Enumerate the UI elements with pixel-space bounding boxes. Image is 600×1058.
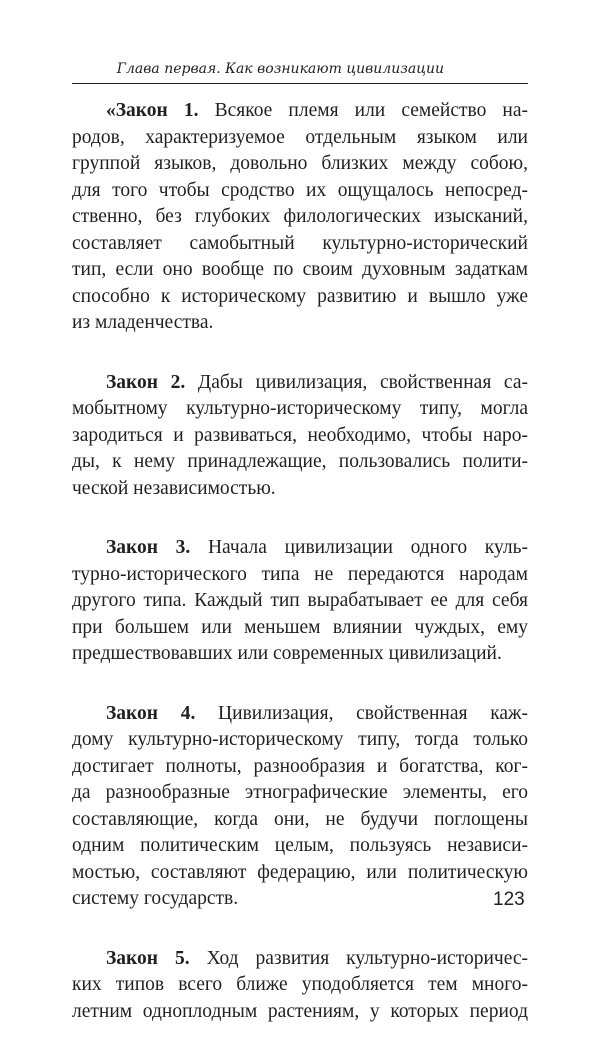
text-line: мобытному культурно-историческому типу, могла	[72, 398, 528, 419]
text-line: составляет самобытный культурно-исторический	[72, 232, 528, 254]
text-line: Закон 3. Начала цивилизации одного куль-	[106, 537, 528, 558]
text-line: ственно, без глубоких филологических изысканий,	[72, 206, 528, 227]
text-line: турно-исторического типа не передаются народам	[72, 563, 528, 585]
text-line: да разнообразные этнографические элементы, его	[72, 782, 528, 803]
paragraph-law-1	[72, 98, 528, 337]
text-line: мостью, составляют федерацию, или политическую	[72, 861, 528, 883]
text-line: родов, характеризуемое отдельным языком или	[72, 126, 528, 148]
text-line: Закон 5. Ход развития культурно-историчес-	[106, 947, 528, 969]
text-line: составляющие, когда они, не будучи поглощены	[72, 808, 528, 830]
text-line: ких типов всего ближе уподобляется тем много-	[72, 974, 528, 995]
text-line: зародиться и развиваться, необходимо, чтобы наро-	[72, 424, 528, 446]
text-line: при большем или меньшем влиянии чуждых, ему	[72, 616, 528, 638]
text-line: систему государств.	[72, 888, 239, 909]
text-line: предшествовавших или современных цивилизаций.	[72, 643, 502, 664]
paragraph-law-4	[72, 701, 528, 913]
text-line: одним политическим целым, пользуясь независи-	[72, 835, 528, 856]
text-line: ды, к нему принадлежащие, пользовались полити-	[72, 451, 528, 472]
text-line: группой языков, довольно близких между собою,	[72, 153, 528, 174]
paragraph-law-3	[72, 535, 528, 668]
body-text	[72, 98, 528, 1058]
law-heading: Закон 3.	[106, 537, 191, 558]
text-line: из младенчества.	[72, 312, 214, 333]
text-line: «Закон 1. Всякое племя или семейство на-	[106, 100, 528, 121]
text-line: для того чтобы сродство их ощущалось непосред-	[72, 179, 528, 201]
paragraph-law-5	[72, 946, 528, 1026]
text-line: достигает полноты, разнообразия и богатства, ког-	[72, 755, 528, 777]
text-line: тип, если оно вообще по своим духовным задаткам	[72, 259, 528, 280]
text-line: дому культурно-историческому типу, тогда только	[72, 729, 528, 750]
law-heading: Закон 5.	[106, 947, 190, 969]
running-head: Глава первая. Как возникают цивилизации	[72, 60, 528, 84]
page-number: 123	[493, 889, 525, 910]
text-line: ческой независимостью.	[72, 477, 276, 499]
text-line: способно к историческому развитию и вышло уже	[72, 285, 528, 307]
law-heading: Закон 4.	[106, 702, 196, 724]
text-line: Закон 2. Дабы цивилизация, свойственная са-	[106, 371, 528, 393]
law-heading: Закон 2.	[106, 371, 186, 393]
text-line: летним одноплодным растениям, у которых период	[72, 1000, 528, 1022]
text-line: другого типа. Каждый тип вырабатывает ее для себя	[72, 590, 528, 611]
law-heading: «Закон 1.	[106, 100, 199, 121]
paragraph-law-2	[72, 370, 528, 503]
text-line: Закон 4. Цивилизация, свойственная каж-	[106, 702, 528, 724]
